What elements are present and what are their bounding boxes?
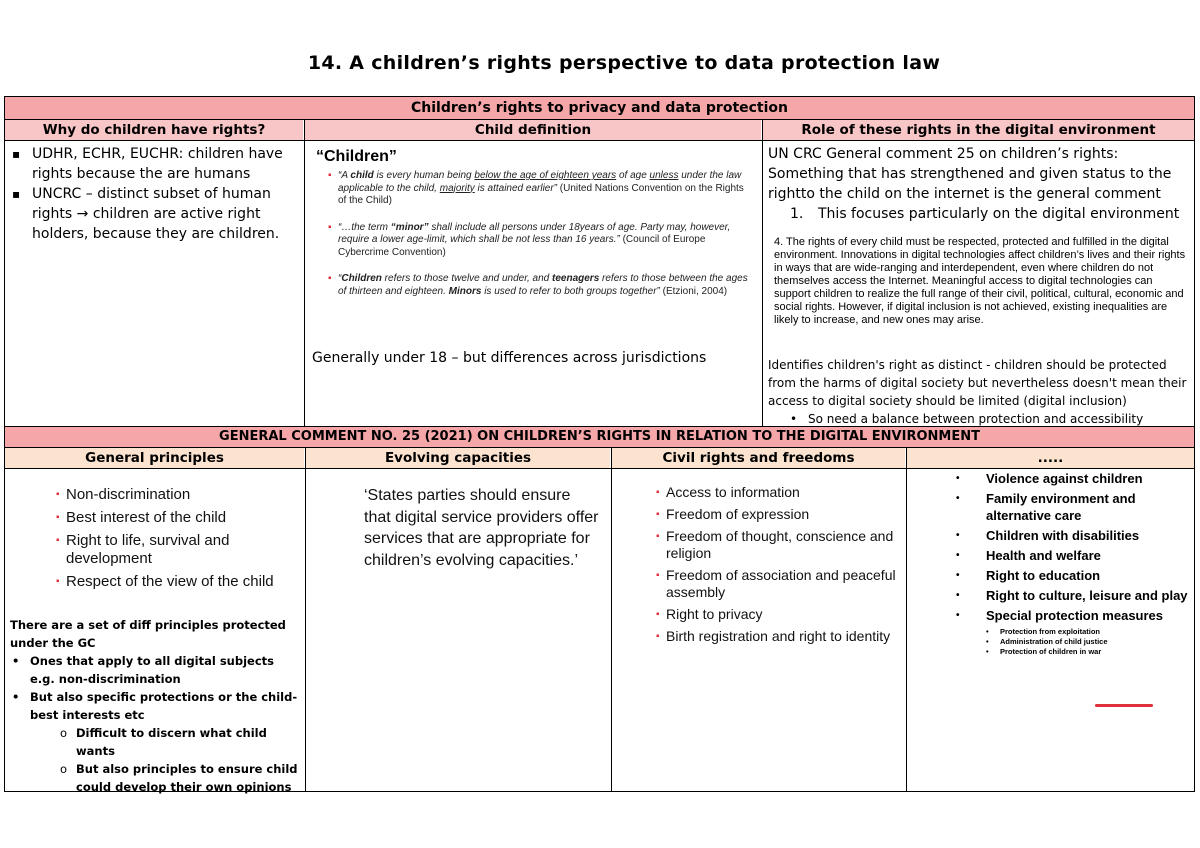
col-header-definition: Child definition — [305, 120, 761, 140]
other-cell — [956, 470, 1188, 657]
evolving-quote: ‘States parties should ensure that digital service providers offer services that are appropriate for children’s evolving capacities.’ — [364, 487, 599, 569]
list-item: ▪ Best interest of the child — [56, 509, 301, 527]
list-item: • Children with disabilities — [956, 527, 1188, 544]
list-item: • Family environment and alternative care — [956, 490, 1188, 524]
why-cell — [10, 144, 300, 244]
list-item: • But also specific protections or the child- best interests etc — [10, 688, 302, 724]
list-item: ▪ Freedom of association and peaceful assembly — [656, 567, 896, 601]
role-intro: UN CRC General comment 25 on children’s rights: Something that has strengthened and given status to the rightto the child on the internet is the general comment — [768, 146, 1172, 202]
role-numbered: 1. This focuses particularly on the digital environment — [790, 206, 1180, 222]
col-header-evolving: Evolving capacities — [306, 448, 610, 468]
list-item: ▪ Birth registration and right to identity — [656, 628, 896, 645]
definition-summary: Generally under 18 – but differences across jurisdictions — [312, 350, 707, 366]
gc-quote: 4. The rights of every child must be respected, protected and fulfilled in the digital environment. Innovations in digital technologies affect children’s lives and their rights in ways that are wide-ranging and interdependent, even where children do not themselves access the Internet. Meaningful access to digital technologies can support children to realize the full range of their civil, political, cultural, economic and social rights. However, if digital inclusion is not achieved, existing inequalities are likely to increase, and new ones may arise. — [774, 236, 1186, 326]
list-item: • Health and welfare — [956, 547, 1188, 564]
principles-notes — [10, 616, 302, 796]
list-item: ▪ Right to privacy — [656, 606, 896, 623]
col-header-principles: General principles — [5, 448, 304, 468]
definition-quote-coe: ▪ “…the term “minor” shall include all persons under 18years of age. Party may, however, require a lower age-limit, which shall be not less than 16 years.” (Council of Europe Cybercrime Convention) — [328, 222, 752, 260]
role-identifies: Identifies children's right as distinct - children should be protected from the harms of digital society but nevertheless doesn't mean their access to digital society should be limited (digital inclusion) — [768, 358, 1187, 408]
list-item: o Difficult to discern what child wants — [54, 724, 302, 760]
list-item: ▪ Access to information — [656, 484, 896, 501]
list-item: ▪ Respect of the view of the child — [56, 573, 301, 591]
list-item: • Right to culture, leisure and play — [956, 587, 1188, 604]
principles-note: There are a set of diff principles protected under the GC — [10, 618, 286, 650]
civil-cell — [656, 484, 896, 650]
list-item: • Protection from exploitation — [986, 627, 1188, 637]
list-item: • Protection of children in war — [986, 647, 1188, 657]
list-item: • Violence against children — [956, 470, 1188, 487]
col-header-why: Why do children have rights? — [5, 120, 303, 140]
role-cell — [768, 144, 1190, 224]
list-item: ▪ UNCRC – distinct subset of human rights → children are active right holders, because they are children. — [10, 184, 300, 244]
list-item: ▪ Non-discrimination — [56, 486, 301, 504]
list-item: • Right to education — [956, 567, 1188, 584]
col-header-role: Role of these rights in the digital environment — [763, 120, 1194, 140]
list-item: ▪ Freedom of thought, conscience and religion — [656, 528, 896, 562]
definition-quote-etzioni: ▪ “Children refers to those twelve and under, and teenagers refers to those between the ages of thirteen and eighteen. Minors is used to refer to both groups together” (Etzioni, 2004) — [328, 273, 752, 298]
list-item: o But also principles to ensure child could develop their own opinions — [54, 760, 302, 796]
red-underline-mark — [1095, 704, 1153, 707]
principles-cell — [56, 486, 301, 596]
definition-cell — [316, 148, 752, 298]
list-item: • Administration of child justice — [986, 637, 1188, 647]
col-header-other: ..... — [907, 448, 1194, 468]
list-item: ▪ UDHR, ECHR, EUCHR: children have rights because the are humans — [10, 144, 300, 184]
section2-header: GENERAL COMMENT NO. 25 (2021) ON CHILDREN’S RIGHTS IN RELATION TO THE DIGITAL ENVIRONMENT — [5, 427, 1194, 447]
definition-quote-uncrc: ▪ “A child is every human being below the age of eighteen years of age unless under the law applicable to the child, majority is attained earlier” (United Nations Convention on the Rights of the Child) — [328, 170, 752, 208]
list-item: ▪ Right to life, survival and development — [56, 532, 301, 568]
page-title: 14. A children’s rights perspective to data protection law — [307, 52, 941, 74]
col-header-civil: Civil rights and freedoms — [612, 448, 905, 468]
role-bullet: • So need a balance between protection and accessibility — [768, 410, 1188, 426]
definition-heading: “Children” — [316, 148, 397, 165]
list-item: • Ones that apply to all digital subjects e.g. non-discrimination — [10, 652, 302, 688]
section1-header: Children’s rights to privacy and data protection — [5, 97, 1194, 119]
list-item: ▪ Freedom of expression — [656, 506, 896, 523]
list-item: • Special protection measures — [956, 607, 1188, 624]
